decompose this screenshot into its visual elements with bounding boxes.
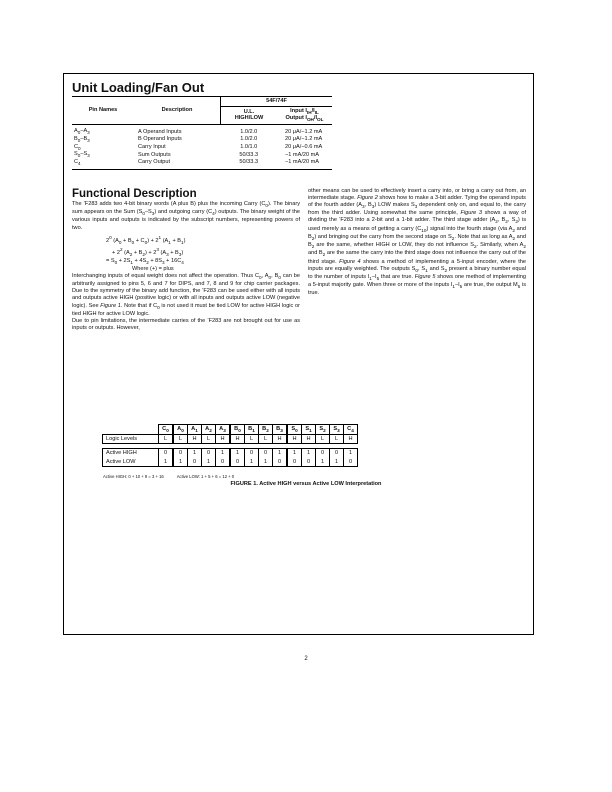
figure-1-cell: 1 bbox=[344, 449, 358, 458]
ul-cell: 1.0/2.0 bbox=[240, 128, 258, 135]
io-cell: −1 mA/20 mA bbox=[285, 151, 320, 158]
figure-1-header-row bbox=[103, 425, 358, 435]
figure-1-cell: H bbox=[344, 434, 358, 444]
figure-1-cell: 0 bbox=[344, 458, 358, 467]
figure-1-table bbox=[102, 424, 358, 467]
figure-1-cell: 1 bbox=[216, 449, 231, 458]
functional-paragraph-2: Interchanging inputs of equal weight does not affect the operation. Thus $C_0$, $A_0$, $B_0$ can be arbitrarily assigned to pins 5, 6 and 7 for DIPS, and 7, 8 and 9 for chip carrier packages. Due to the symmetry of the binary add function, the ’F283 can be used either with all inputs and outputs active HIGH (positive logic) or with all inputs and outputs active LOW (negative logic). See Figure 1. Note that if $C_0$ is not used it must be tied LOW for active HIGH logic or tied HIGH for active LOW logic. bbox=[72, 273, 301, 317]
figure-1-corner bbox=[103, 425, 159, 435]
figure-1-cell: H bbox=[273, 434, 288, 444]
figure-1-cell: 1 bbox=[159, 458, 174, 467]
figure-1-cell: 0 bbox=[159, 449, 174, 458]
figure-1-cell: 1 bbox=[273, 449, 288, 458]
figure-1-column-header: $B_2$ bbox=[259, 425, 273, 435]
figure-1-cell: L bbox=[330, 434, 344, 444]
description-cell: Carry Output bbox=[134, 159, 221, 169]
io-cell: −1 mA/20 mA bbox=[277, 159, 332, 169]
figure-1-column-header: $B_3$ bbox=[273, 425, 288, 435]
equation-line-2: + $2^2$ $(A_2 + B_2) + 2^3$ $(A_3 + B_3)$ bbox=[112, 246, 184, 257]
figure-1-cell: 1 bbox=[202, 458, 216, 467]
figure-1-cell: 0 bbox=[173, 449, 188, 458]
figure-1-column-header: $S_0$ bbox=[287, 425, 302, 435]
figure-1-cell: 1 bbox=[302, 449, 316, 458]
figure-1-row-label: Logic Levels bbox=[103, 434, 159, 444]
figure-1-cell: 0 bbox=[330, 449, 344, 458]
figure-1-cell: H bbox=[216, 434, 231, 444]
unit-loading-row bbox=[72, 151, 332, 159]
description-cell: Carry Input bbox=[138, 144, 166, 151]
figure-1-cell: L bbox=[259, 434, 273, 444]
figure-1-cell: L bbox=[316, 434, 330, 444]
sum-equation bbox=[72, 234, 300, 273]
figure-1-cell: 1 bbox=[330, 458, 344, 467]
io-cell: 20 μA/−1.2 mA bbox=[285, 128, 323, 135]
figure-1-column-header: $A_2$ bbox=[202, 425, 216, 435]
figure-1-row-label: Active HIGH bbox=[103, 449, 159, 458]
figure-1-cell: 1 bbox=[287, 449, 302, 458]
io-cell: 20 μA/−0.6 mA bbox=[285, 144, 323, 151]
pin-name-cell: $B_0-B_3$ bbox=[74, 135, 90, 143]
functional-paragraph-1: The ’F283 adds two 4-bit binary words (A plus B) plus the incoming Carry $(C_0)$. The binary sum appears on the Sum $(S_0-S_3)$ and outgoing carry $(C_4)$ outputs. The binary weight of the various inputs and outputs is indicated by the subscript numbers, representing powers of two. bbox=[72, 201, 300, 231]
pin-names-header: Pin Names bbox=[72, 97, 134, 125]
figure-1-cell: 1 bbox=[316, 458, 330, 467]
figure-1-cell: 1 bbox=[245, 458, 259, 467]
pin-name-cell: $C_0$ bbox=[74, 143, 81, 151]
figure-1-cell: 0 bbox=[273, 458, 288, 467]
figure-1-row-label: Active LOW bbox=[103, 458, 159, 467]
figure-1-cell: 1 bbox=[188, 449, 202, 458]
active-low-note: Active LOW: 1 + 5 + 6 = 12 + 0 bbox=[176, 474, 235, 479]
description-cell: Sum Outputs bbox=[138, 151, 171, 158]
figure-1-cell: L bbox=[202, 434, 216, 444]
description-cell: B Operand Inputs bbox=[138, 136, 182, 143]
figure-1-cell: L bbox=[173, 434, 188, 444]
figure-1-cell: 1 bbox=[173, 458, 188, 467]
figure-1-row bbox=[103, 458, 358, 467]
ul-cell: 50/33.3 bbox=[221, 159, 278, 169]
figure-1-column-header: $S_2$ bbox=[316, 425, 330, 435]
figure-1-column-header: $C_4$ bbox=[344, 425, 358, 435]
figure-1-cell: 0 bbox=[245, 449, 259, 458]
figure-1-cell: 0 bbox=[302, 458, 316, 467]
pin-name-cell: $A_0-A_3$ bbox=[74, 128, 90, 136]
figure-1-cell: H bbox=[188, 434, 202, 444]
unit-loading-row bbox=[72, 159, 332, 169]
figure-1-note bbox=[103, 474, 246, 479]
description-header: Description bbox=[134, 97, 221, 125]
unit-loading-title: Unit Loading/Fan Out bbox=[72, 80, 205, 95]
figure-1-column-header: $S_3$ bbox=[330, 425, 344, 435]
equation-line-3: = $S_0 + 2S_1 + 4S_2 + 8S_3 + 16C_4$ bbox=[106, 257, 184, 265]
figure-1-column-header: $A_3$ bbox=[216, 425, 231, 435]
figure-1-cell: 0 bbox=[316, 449, 330, 458]
figure-1-column-header: $A_0$ bbox=[173, 425, 188, 435]
figure-1-cell: H bbox=[302, 434, 316, 444]
ul-cell: 1.0/2.0 bbox=[240, 136, 258, 143]
io-header-line1: Input $I_{IH}/I_{IL}$ bbox=[290, 107, 319, 115]
unit-loading-table bbox=[72, 96, 332, 170]
figure-1-cell: 0 bbox=[188, 458, 202, 467]
functional-paragraph-3-start: Due to pin limitations, the intermediate carries of the ’F283 are not brought out for use as inputs or outputs. However, bbox=[72, 317, 300, 331]
figure-1-cell: L bbox=[159, 434, 174, 444]
equation-line-4: Where (+) = plus bbox=[132, 265, 174, 272]
figure-1-cell: L bbox=[245, 434, 259, 444]
figure-1-row bbox=[103, 434, 358, 444]
figure-1-row bbox=[103, 449, 358, 458]
figure-1-column-header: $C_0$ bbox=[159, 425, 174, 435]
active-high-note: Active HIGH: 0 + 10 + 9 = 3 + 16 bbox=[103, 474, 164, 479]
pin-name-cell: $C_4$ bbox=[72, 159, 134, 169]
figure-1-cell: 0 bbox=[287, 458, 302, 467]
figure-1-cell: H bbox=[287, 434, 302, 444]
figure-1-cell: H bbox=[230, 434, 245, 444]
description-cell: A Operand Inputs bbox=[138, 128, 182, 135]
unit-loading-row bbox=[72, 136, 332, 144]
figure-1-cell: 1 bbox=[259, 458, 273, 467]
io-header bbox=[277, 106, 332, 124]
page-number: 2 bbox=[304, 656, 308, 662]
functional-left-column bbox=[72, 201, 300, 332]
figure-1-cell: 0 bbox=[216, 458, 231, 467]
io-cell: 20 μA/−1.2 mA bbox=[285, 136, 323, 143]
family-header: 54F/74F bbox=[221, 97, 333, 107]
ul-header-line1: U.L. bbox=[243, 108, 255, 115]
ul-cell: 50/33.3 bbox=[239, 151, 259, 158]
pin-name-cell: $S_0-S_3$ bbox=[74, 151, 90, 159]
unit-loading-row bbox=[72, 144, 332, 152]
functional-description-title: Functional Description bbox=[72, 188, 197, 200]
unit-loading-row bbox=[72, 125, 332, 136]
ul-header-line2: HIGH/LOW bbox=[234, 115, 264, 122]
figure-1-cell: 1 bbox=[230, 449, 245, 458]
figure-1-column-header: $B_0$ bbox=[230, 425, 245, 435]
figure-1-cell: 0 bbox=[230, 458, 245, 467]
figure-1-caption: FIGURE 1. Active HIGH versus Active LOW Interpretation bbox=[230, 481, 382, 487]
functional-paragraph-3-cont: other means can be used to effectively insert a carry into, or bring a carry out from, an intermediate stage. Figure 2 shows how to make a 3-bit adder. Tying the operand inputs of the fourth adder ($A_3$, $B_3$) LOW makes $S_3$ dependent only on, and equal to, the carry from the third adder. Using somewhat the same principle, Figure 3 shows a way of dividing the ’F283 into a 2-bit and a 1-bit adder. The third stage adder ($A_2$, $B_2$, $S_2$) is used merely as a means of getting a carry $(C_{10})$ signal into the fourth stage (via $A_2$ and $B_2$) and bringing out the carry from the second stage on $S_2$. Note that as long as $A_2$ and $B_2$ are the same, whether HIGH or LOW, they do not influence $S_2$. Similarly, when $A_2$ and $B_2$ are the same the carry into the third stage does not influence the carry out of the third stage. Figure 4 shows a method of implementing a 5-input encoder, where the inputs are equally weighted. The outputs $S_0$, $S_1$ and $S_2$ present a binary number equal to the number of inputs $I_1-I_5$ that are true. Figure 5 shows one method of implementing a 5-input majority gate. When three or more of the inputs $I_1-I_5$ are true, the output $M_5$ is true. bbox=[308, 188, 527, 297]
figure-1-cell: 0 bbox=[259, 449, 273, 458]
unit-loading-body bbox=[72, 125, 332, 170]
functional-right-column bbox=[308, 188, 526, 297]
figure-1-column-header: $A_1$ bbox=[188, 425, 202, 435]
io-header-line2: Output $I_{OH}/I_{OL}$ bbox=[285, 115, 324, 123]
figure-1-column-header: $B_1$ bbox=[245, 425, 259, 435]
equation-line-1: $2^0$ $(A_0 + B_0 + C_0) + 2^1$ $(A_1 + B_1)$ bbox=[106, 234, 186, 245]
figure-1-column-header: $S_1$ bbox=[302, 425, 316, 435]
ul-cell: 1.0/1.0 bbox=[240, 144, 258, 151]
ul-header bbox=[221, 106, 278, 124]
figure-1-cell: 0 bbox=[202, 449, 216, 458]
